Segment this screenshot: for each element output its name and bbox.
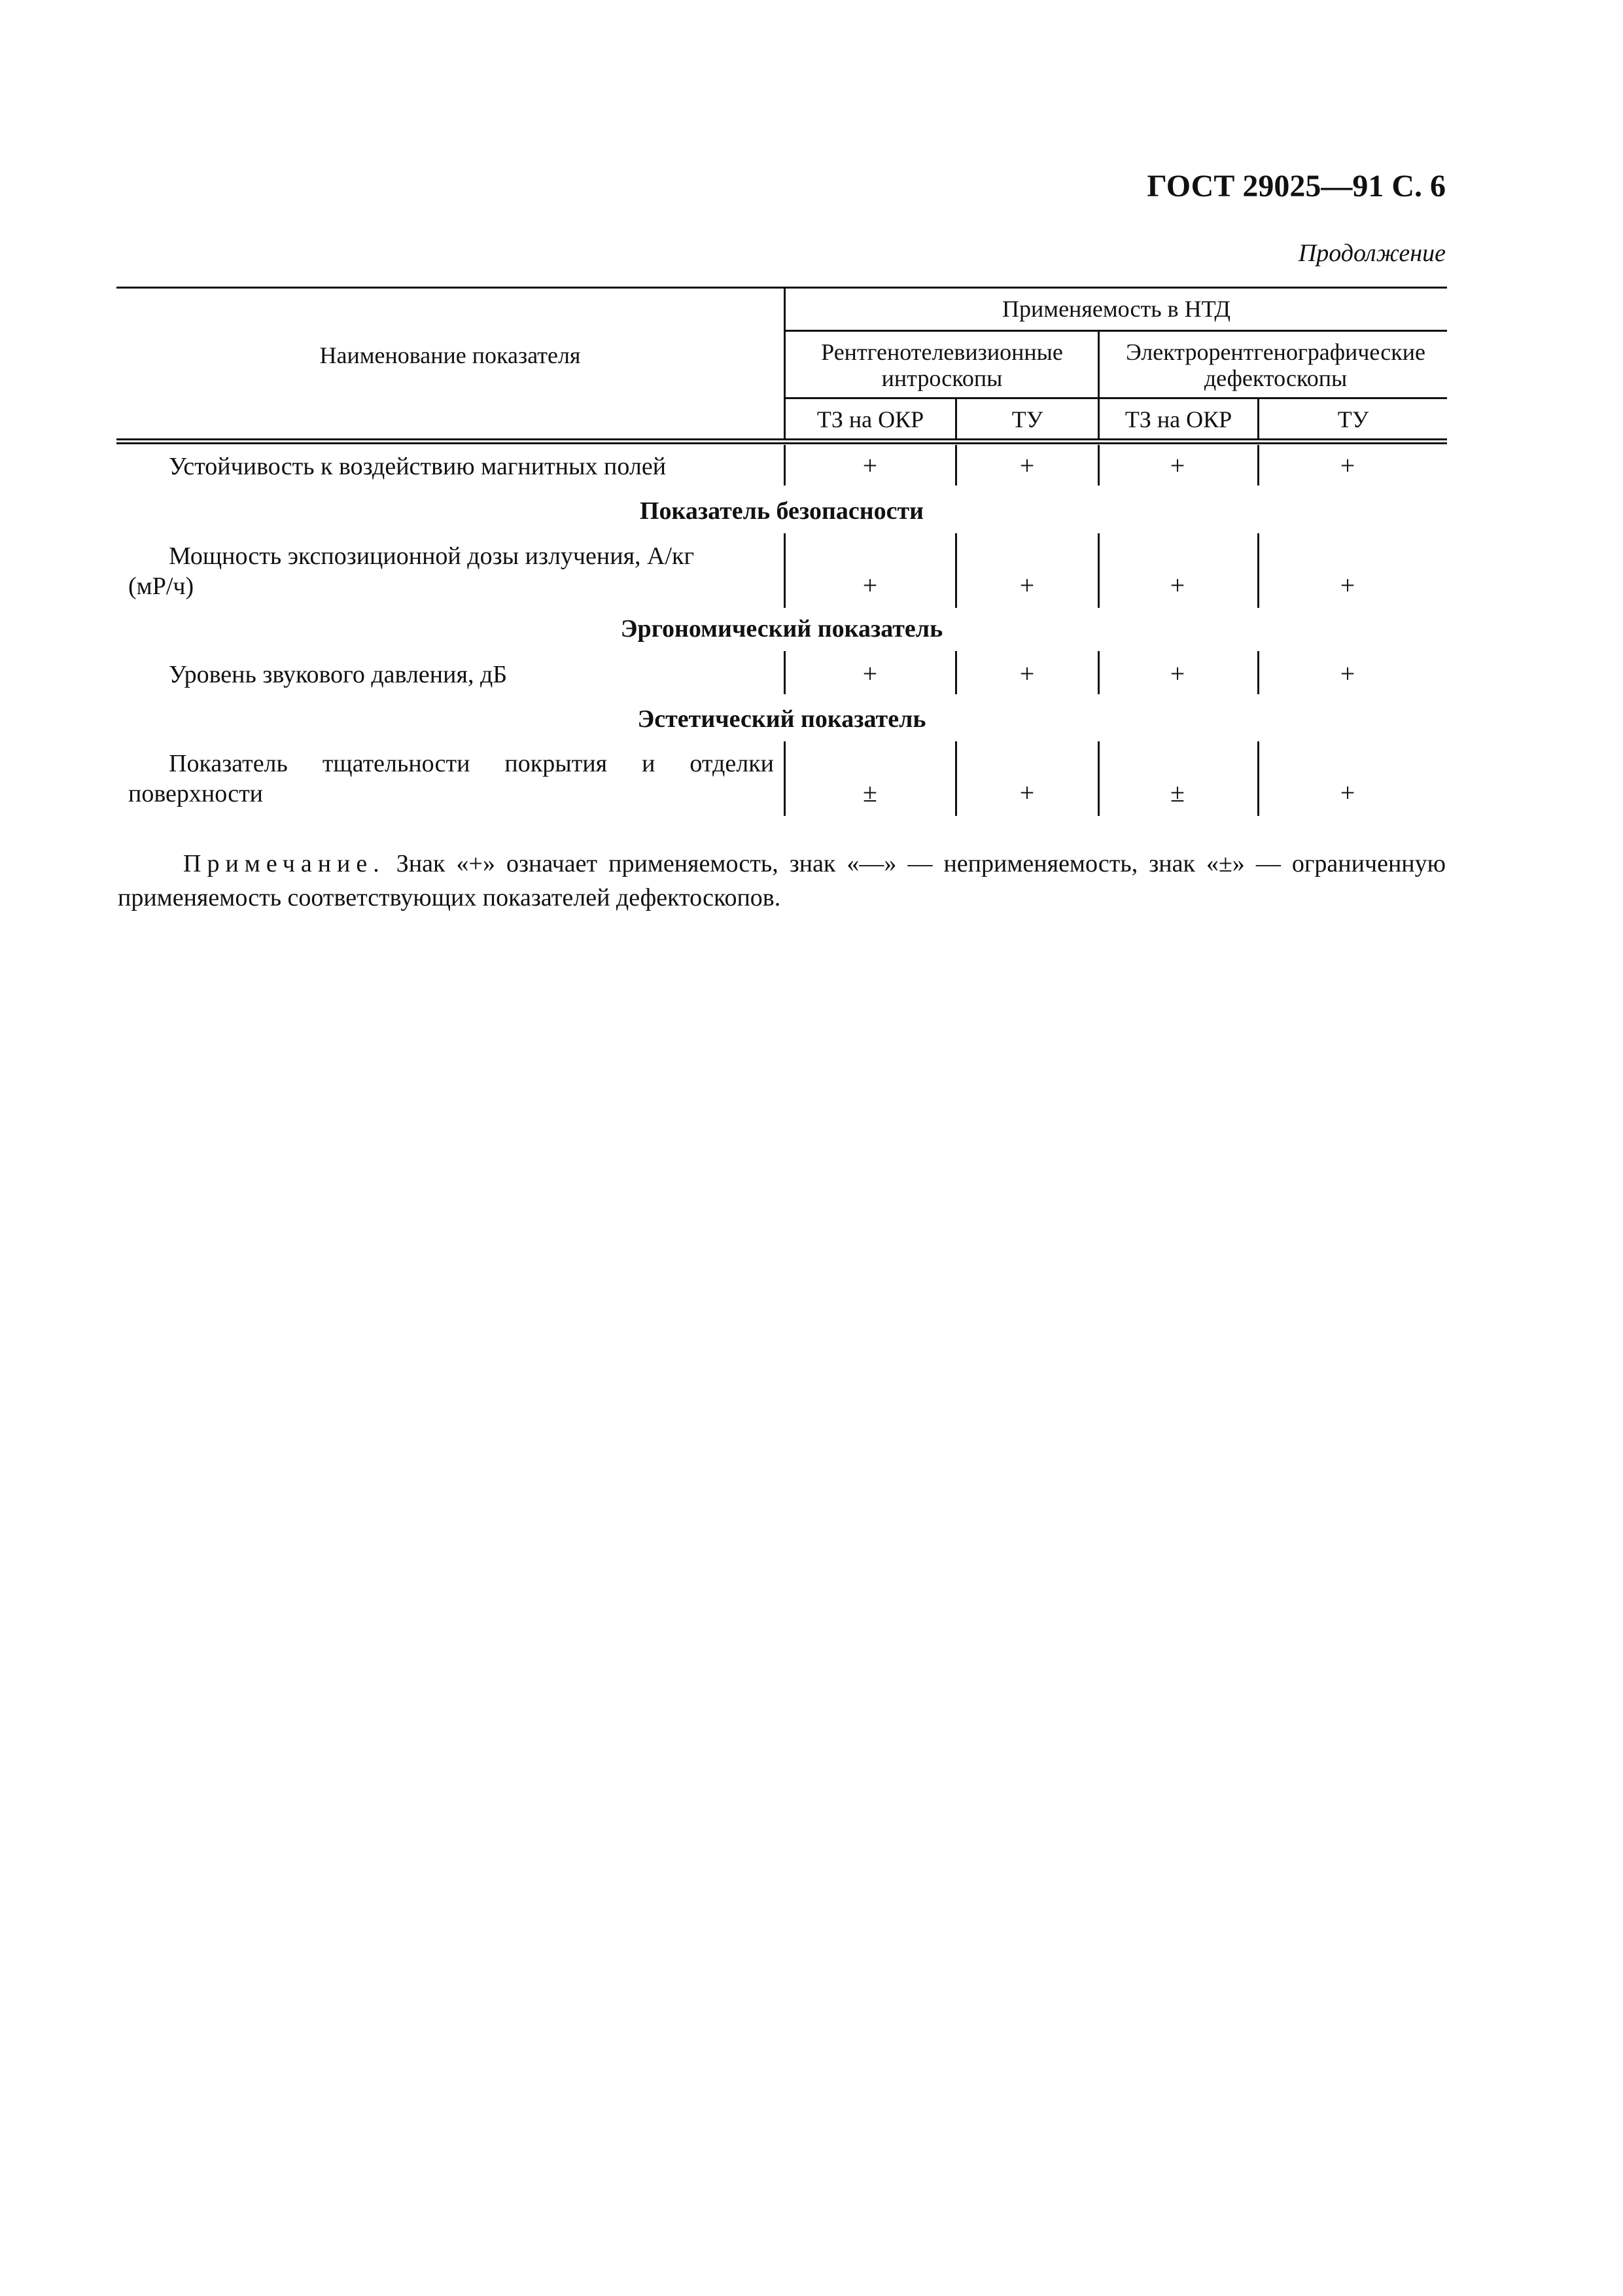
row-label-exposure-dose: Мощность экспозиционной дозы излучения, А/кг — [169, 542, 695, 570]
mark-r4-c4: + — [1340, 778, 1355, 807]
row2-divider-4 — [1257, 533, 1259, 608]
continuation-label: Продолжение — [1298, 239, 1446, 267]
row-label-sound-pressure: Уровень звукового давления, дБ — [169, 661, 508, 688]
subcol-tz-okr-b: ТЗ на ОКР — [1125, 406, 1232, 433]
row4-divider-4 — [1257, 741, 1259, 816]
table-footnote — [118, 847, 1446, 915]
mark-r2-c4: + — [1340, 571, 1355, 600]
group-names-rule — [784, 397, 1447, 399]
row1-divider-2 — [955, 445, 957, 486]
subcol-tu-b: ТУ — [1337, 406, 1369, 433]
footnote-text: Знак «+» означает применяемость, знак «—» — неприменяемость, знак «±» — ограниченную применяемость соответствующих показателей дефектоскопов. — [118, 850, 1446, 911]
row1-divider-3 — [1098, 445, 1100, 486]
row2-divider-2 — [955, 533, 957, 608]
mark-r3-c2: + — [1019, 659, 1035, 688]
header-bottom-rule — [116, 438, 1447, 440]
row-label-magnetic: Устойчивость к воздействию магнитных полей — [169, 453, 667, 480]
row4-divider-2 — [955, 741, 957, 816]
mark-r1-c2: + — [1019, 451, 1035, 480]
footnote-prefix: Примечание. — [183, 850, 385, 877]
mark-r1-c4: + — [1340, 451, 1355, 480]
mark-r3-c1: + — [862, 659, 878, 688]
mark-r2-c1: + — [862, 571, 878, 600]
row3-divider-2 — [955, 651, 957, 694]
document-header: ГОСТ 29025—91 С. 6 — [1147, 169, 1446, 203]
row3-divider-1 — [784, 651, 786, 694]
mark-r4-c2: + — [1019, 778, 1035, 807]
row3-divider-3 — [1098, 651, 1100, 694]
row4-divider-1 — [784, 741, 786, 816]
header-bottom-rule-double — [116, 442, 1447, 444]
row-label-exposure-dose-unit: (мР/ч) — [128, 573, 194, 600]
indicator-table — [0, 0, 1623, 851]
group-header-applicability: Применяемость в НТД — [1002, 296, 1230, 322]
row-label-coating-quality-cont: поверхности — [128, 780, 264, 807]
group-header-rule — [784, 330, 1447, 332]
mark-r3-c3: + — [1170, 659, 1185, 688]
subcol-tu-a: ТУ — [1011, 406, 1043, 433]
subcol-tz-okr-a: ТЗ на ОКР — [816, 406, 924, 433]
mark-r1-c1: + — [862, 451, 878, 480]
section-safety: Показатель безопасности — [639, 497, 924, 525]
column-header-indicator: Наименование показателя — [319, 342, 581, 368]
mark-r1-c3: + — [1170, 451, 1185, 480]
table-top-rule — [116, 287, 1447, 289]
row-label-coating-quality: Показатель тщательности покрытия и отделки — [169, 750, 774, 777]
row1-divider-4 — [1257, 445, 1259, 486]
row2-divider-3 — [1098, 533, 1100, 608]
mark-r4-c1: ± — [863, 778, 877, 807]
row1-divider-1 — [784, 445, 786, 486]
mark-r2-c3: + — [1170, 571, 1185, 600]
mark-r2-c2: + — [1019, 571, 1035, 600]
mark-r4-c3: ± — [1170, 778, 1185, 807]
row4-divider-3 — [1098, 741, 1100, 816]
mark-r3-c4: + — [1340, 659, 1355, 688]
section-aesthetic: Эстетический показатель — [637, 705, 926, 733]
group-header-electro-defectoscopes: Электрорентгенографические дефектоскопы — [1126, 339, 1425, 391]
section-ergonomic: Эргономический показатель — [620, 615, 943, 643]
row3-divider-4 — [1257, 651, 1259, 694]
row2-divider-1 — [784, 533, 786, 608]
group-header-tv-introscopes: Рентгенотелевизионные интроскопы — [821, 339, 1063, 391]
